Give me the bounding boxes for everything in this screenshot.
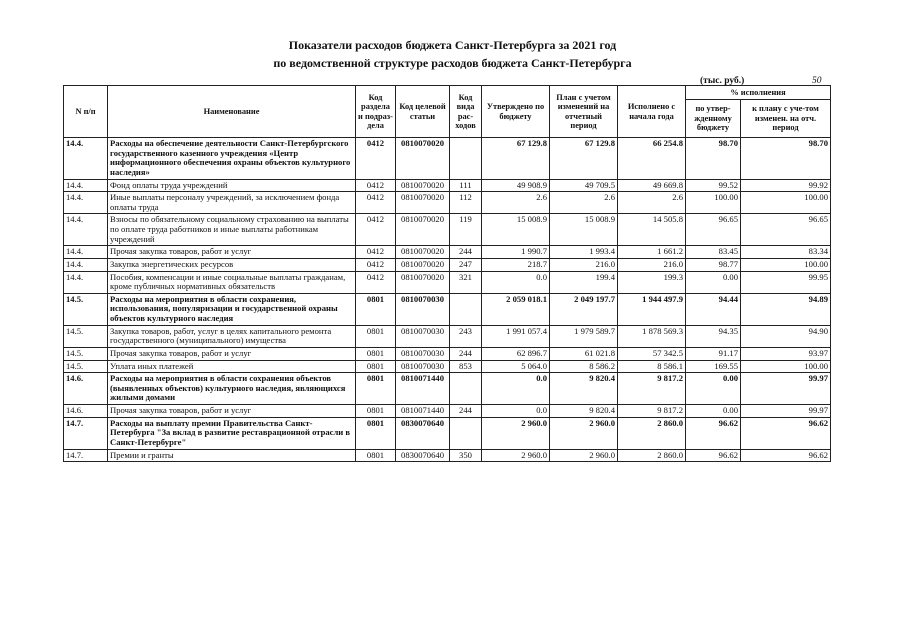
cell-pct-approved: 96.65 xyxy=(686,214,741,246)
cell-name: Расходы на выплату премии Правительства Санкт-Петербурга "За вклад в развитие реставрационной отрасли в Санкт-Петербурге" xyxy=(108,417,356,449)
cell-type-code: 111 xyxy=(450,179,482,192)
table-row xyxy=(64,179,831,192)
cell-pct-approved: 98.70 xyxy=(686,138,741,180)
cell-pct-plan: 93.97 xyxy=(741,347,831,360)
cell-type-code: 244 xyxy=(450,347,482,360)
cell-target-code: 0810071440 xyxy=(396,373,450,405)
cell-target-code: 0810070020 xyxy=(396,246,450,259)
cell-plan: 199.4 xyxy=(550,271,618,293)
cell-name: Закупка энергетических ресурсов xyxy=(108,258,356,271)
header-no: N п/п xyxy=(64,86,108,138)
cell-pct-approved: 96.62 xyxy=(686,449,741,462)
cell-section-code: 0412 xyxy=(356,246,396,259)
cell-approved: 49 908.9 xyxy=(482,179,550,192)
cell-approved: 1 991 057.4 xyxy=(482,325,550,347)
cell-pct-approved: 169.55 xyxy=(686,360,741,373)
cell-section-code: 0801 xyxy=(356,405,396,418)
cell-type-code xyxy=(450,373,482,405)
cell-pct-approved: 0.00 xyxy=(686,405,741,418)
cell-target-code: 0810071440 xyxy=(396,405,450,418)
cell-no: 14.7. xyxy=(64,417,108,449)
cell-plan: 9 820.4 xyxy=(550,373,618,405)
table-row xyxy=(64,138,831,180)
cell-name: Расходы на мероприятия в области сохранения объектов (выявленных объектов) культурного наследия, являющихся жилыми домами xyxy=(108,373,356,405)
cell-no: 14.4. xyxy=(64,179,108,192)
cell-plan: 61 021.8 xyxy=(550,347,618,360)
cell-no: 14.6. xyxy=(64,373,108,405)
cell-no: 14.6. xyxy=(64,405,108,418)
table-row xyxy=(64,246,831,259)
cell-type-code: 112 xyxy=(450,192,482,214)
cell-section-code: 0412 xyxy=(356,271,396,293)
cell-pct-approved: 0.00 xyxy=(686,271,741,293)
cell-executed: 9 817.2 xyxy=(618,373,686,405)
cell-type-code: 853 xyxy=(450,360,482,373)
cell-executed: 1 878 569.3 xyxy=(618,325,686,347)
cell-no: 14.4. xyxy=(64,214,108,246)
cell-type-code xyxy=(450,417,482,449)
header-section-code: Код раздела и подраз-дела xyxy=(356,86,396,138)
document-title-line-1: Показатели расходов бюджета Санкт-Петербурга за 2021 год xyxy=(288,38,617,52)
cell-approved: 2.6 xyxy=(482,192,550,214)
cell-no: 14.5. xyxy=(64,360,108,373)
cell-approved: 0.0 xyxy=(482,405,550,418)
table-row xyxy=(64,192,831,214)
cell-target-code: 0810070030 xyxy=(396,293,450,325)
cell-pct-approved: 0.00 xyxy=(686,373,741,405)
cell-pct-approved: 91.17 xyxy=(686,347,741,360)
cell-plan: 49 709.5 xyxy=(550,179,618,192)
cell-plan: 67 129.8 xyxy=(550,138,618,180)
cell-target-code: 0810070020 xyxy=(396,138,450,180)
cell-executed: 8 586.1 xyxy=(618,360,686,373)
cell-approved: 62 896.7 xyxy=(482,347,550,360)
cell-name: Прочая закупка товаров, работ и услуг xyxy=(108,246,356,259)
cell-no: 14.4. xyxy=(64,246,108,259)
cell-pct-approved: 96.62 xyxy=(686,417,741,449)
cell-approved: 0.0 xyxy=(482,373,550,405)
cell-name: Иные выплаты персоналу учреждений, за исключением фонда оплаты труда xyxy=(108,192,356,214)
cell-approved: 0.0 xyxy=(482,271,550,293)
cell-no: 14.4. xyxy=(64,271,108,293)
units-label: (тыс. руб.) xyxy=(700,76,745,86)
cell-target-code: 0810070020 xyxy=(396,258,450,271)
header-pct-plan: к плану с уче-том изменен. на отч. период xyxy=(741,100,831,138)
cell-approved: 5 064.0 xyxy=(482,360,550,373)
cell-executed: 49 669.8 xyxy=(618,179,686,192)
cell-pct-plan: 96.65 xyxy=(741,214,831,246)
cell-pct-plan: 100.00 xyxy=(741,360,831,373)
document-title-line-2: по ведомственной структуре расходов бюджета Санкт-Петербурга xyxy=(273,56,632,70)
cell-section-code: 0801 xyxy=(356,293,396,325)
cell-plan: 8 586.2 xyxy=(550,360,618,373)
cell-name: Прочая закупка товаров, работ и услуг xyxy=(108,347,356,360)
cell-pct-plan: 99.97 xyxy=(741,405,831,418)
cell-pct-approved: 94.44 xyxy=(686,293,741,325)
cell-name: Взносы по обязательному социальному страхованию на выплаты по оплате труда работников и иные выплаты работникам учреждений xyxy=(108,214,356,246)
cell-type-code: 321 xyxy=(450,271,482,293)
cell-target-code: 0810070030 xyxy=(396,347,450,360)
table-body xyxy=(64,138,831,462)
cell-executed: 1 661.2 xyxy=(618,246,686,259)
cell-section-code: 0801 xyxy=(356,417,396,449)
cell-executed: 2.6 xyxy=(618,192,686,214)
cell-approved: 67 129.8 xyxy=(482,138,550,180)
cell-name: Пособия, компенсации и иные социальные выплаты гражданам, кроме публичных нормативных обязательств xyxy=(108,271,356,293)
cell-approved: 2 059 018.1 xyxy=(482,293,550,325)
cell-target-code: 0810070030 xyxy=(396,325,450,347)
table-row xyxy=(64,449,831,462)
cell-section-code: 0412 xyxy=(356,258,396,271)
cell-name: Фонд оплаты труда учреждений xyxy=(108,179,356,192)
header-pct-approved: по утвер-жденному бюджету xyxy=(686,100,741,138)
cell-section-code: 0412 xyxy=(356,179,396,192)
cell-pct-approved: 94.35 xyxy=(686,325,741,347)
cell-section-code: 0801 xyxy=(356,449,396,462)
cell-plan: 216.0 xyxy=(550,258,618,271)
cell-pct-approved: 98.77 xyxy=(686,258,741,271)
cell-approved: 15 008.9 xyxy=(482,214,550,246)
cell-target-code: 0810070030 xyxy=(396,360,450,373)
cell-approved: 218.7 xyxy=(482,258,550,271)
cell-executed: 2 860.0 xyxy=(618,417,686,449)
cell-name: Закупка товаров, работ, услуг в целях капитального ремонта государственного (муниципального) имущества xyxy=(108,325,356,347)
cell-no: 14.4. xyxy=(64,138,108,180)
cell-section-code: 0801 xyxy=(356,347,396,360)
table-row xyxy=(64,347,831,360)
cell-executed: 66 254.8 xyxy=(618,138,686,180)
table-row xyxy=(64,405,831,418)
cell-pct-approved: 83.45 xyxy=(686,246,741,259)
cell-type-code: 244 xyxy=(450,405,482,418)
cell-plan: 1 993.4 xyxy=(550,246,618,259)
cell-pct-plan: 99.97 xyxy=(741,373,831,405)
cell-approved: 2 960.0 xyxy=(482,417,550,449)
cell-type-code: 244 xyxy=(450,246,482,259)
cell-executed: 2 860.0 xyxy=(618,449,686,462)
cell-plan: 2 049 197.7 xyxy=(550,293,618,325)
table-row xyxy=(64,214,831,246)
cell-executed: 14 505.8 xyxy=(618,214,686,246)
cell-pct-plan: 99.95 xyxy=(741,271,831,293)
cell-pct-plan: 96.62 xyxy=(741,449,831,462)
header-plan: План с учетом изменений на отчетный период xyxy=(550,86,618,138)
cell-name: Расходы на мероприятия в области сохранения, использования, популяризации и государственной охраны объектов культурного наследия xyxy=(108,293,356,325)
budget-table xyxy=(63,85,831,462)
cell-executed: 1 944 497.9 xyxy=(618,293,686,325)
table-row xyxy=(64,417,831,449)
cell-pct-approved: 99.52 xyxy=(686,179,741,192)
header-target-code: Код целевой статьи xyxy=(396,86,450,138)
header-name: Наименование xyxy=(108,86,356,138)
table-row xyxy=(64,258,831,271)
cell-name: Расходы на обеспечение деятельности Санкт-Петербургского государственного казенного учреждения «Центр информационного обеспечения охраны объектов культурного наследия» xyxy=(108,138,356,180)
cell-section-code: 0412 xyxy=(356,192,396,214)
header-percent: % исполнения xyxy=(686,86,831,100)
page-number: 50 xyxy=(812,76,822,86)
cell-plan: 9 820.4 xyxy=(550,405,618,418)
cell-type-code: 243 xyxy=(450,325,482,347)
cell-target-code: 0810070020 xyxy=(396,179,450,192)
cell-no: 14.5. xyxy=(64,325,108,347)
cell-type-code: 247 xyxy=(450,258,482,271)
table-row xyxy=(64,271,831,293)
cell-target-code: 0810070020 xyxy=(396,214,450,246)
cell-pct-plan: 100.00 xyxy=(741,258,831,271)
cell-approved: 2 960.0 xyxy=(482,449,550,462)
cell-plan: 2 960.0 xyxy=(550,417,618,449)
cell-type-code: 119 xyxy=(450,214,482,246)
cell-pct-plan: 100.00 xyxy=(741,192,831,214)
cell-no: 14.4. xyxy=(64,258,108,271)
cell-plan: 1 979 589.7 xyxy=(550,325,618,347)
cell-type-code xyxy=(450,293,482,325)
header-type-code: Код вида рас-ходов xyxy=(450,86,482,138)
cell-executed: 216.0 xyxy=(618,258,686,271)
cell-pct-plan: 99.92 xyxy=(741,179,831,192)
cell-type-code: 350 xyxy=(450,449,482,462)
cell-approved: 1 990.7 xyxy=(482,246,550,259)
table-row xyxy=(64,373,831,405)
cell-no: 14.5. xyxy=(64,347,108,360)
cell-plan: 15 008.9 xyxy=(550,214,618,246)
header-executed: Исполнено с начала года xyxy=(618,86,686,138)
cell-pct-approved: 100.00 xyxy=(686,192,741,214)
cell-type-code xyxy=(450,138,482,180)
cell-target-code: 0830070640 xyxy=(396,449,450,462)
cell-pct-plan: 96.62 xyxy=(741,417,831,449)
cell-name: Прочая закупка товаров, работ и услуг xyxy=(108,405,356,418)
cell-no: 14.5. xyxy=(64,293,108,325)
cell-pct-plan: 94.89 xyxy=(741,293,831,325)
cell-name: Премии и гранты xyxy=(108,449,356,462)
cell-target-code: 0810070020 xyxy=(396,192,450,214)
cell-pct-plan: 98.70 xyxy=(741,138,831,180)
cell-pct-plan: 83.34 xyxy=(741,246,831,259)
cell-pct-plan: 94.90 xyxy=(741,325,831,347)
cell-executed: 57 342.5 xyxy=(618,347,686,360)
cell-no: 14.4. xyxy=(64,192,108,214)
cell-section-code: 0412 xyxy=(356,214,396,246)
cell-plan: 2.6 xyxy=(550,192,618,214)
cell-section-code: 0801 xyxy=(356,360,396,373)
cell-section-code: 0801 xyxy=(356,373,396,405)
cell-executed: 9 817.2 xyxy=(618,405,686,418)
table-row xyxy=(64,293,831,325)
header-approved: Утверждено по бюджету xyxy=(482,86,550,138)
cell-target-code: 0810070020 xyxy=(396,271,450,293)
cell-plan: 2 960.0 xyxy=(550,449,618,462)
table-row xyxy=(64,325,831,347)
cell-section-code: 0412 xyxy=(356,138,396,180)
cell-no: 14.7. xyxy=(64,449,108,462)
cell-section-code: 0801 xyxy=(356,325,396,347)
table-row xyxy=(64,360,831,373)
cell-executed: 199.3 xyxy=(618,271,686,293)
cell-name: Уплата иных платежей xyxy=(108,360,356,373)
cell-target-code: 0830070640 xyxy=(396,417,450,449)
